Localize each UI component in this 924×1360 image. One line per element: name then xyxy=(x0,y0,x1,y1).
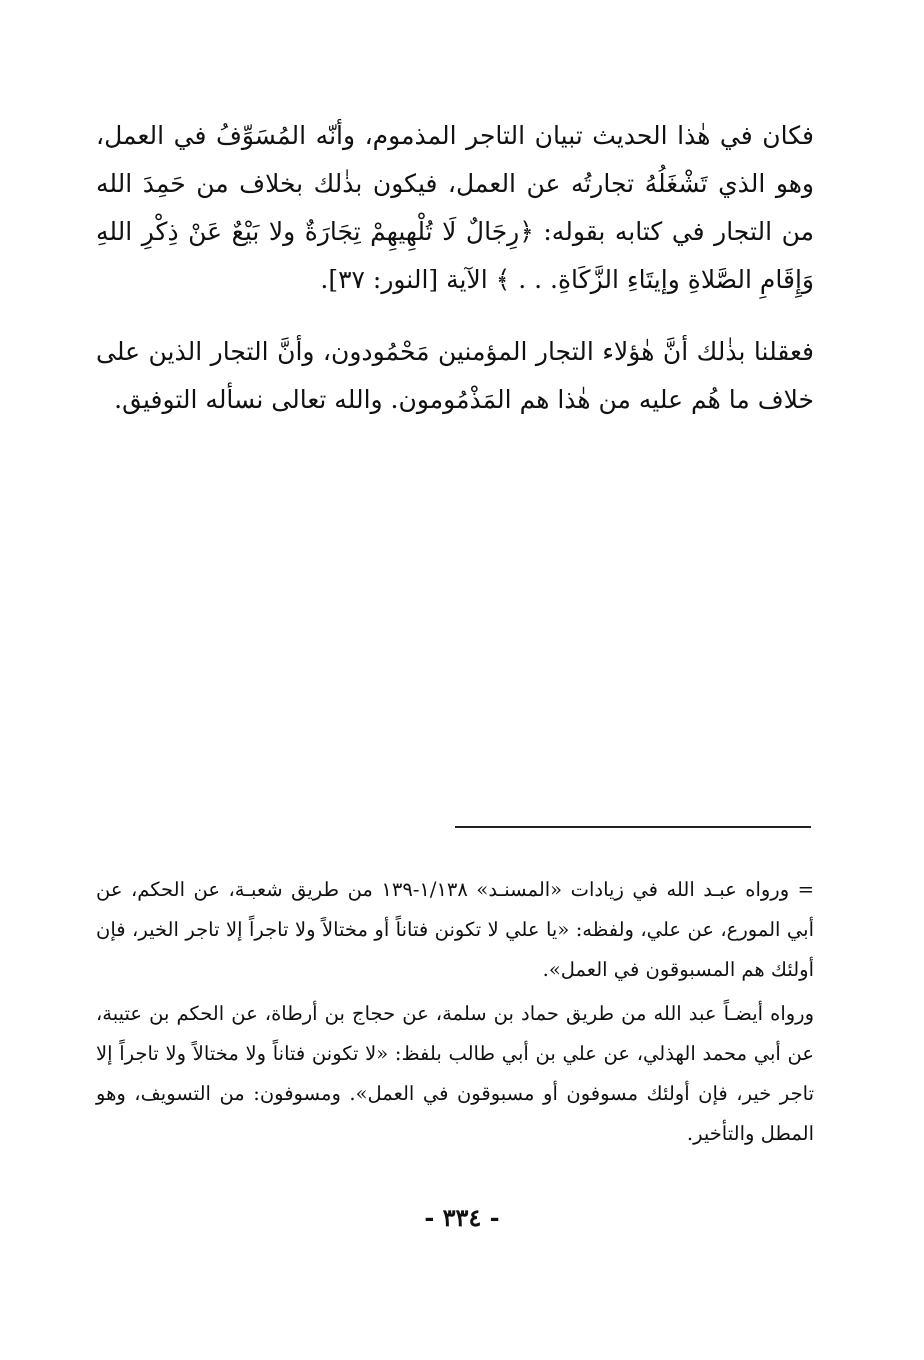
footnote-separator-line xyxy=(455,826,811,828)
page-number: - ٣٣٤ - xyxy=(424,1203,500,1232)
footnote-paragraph-1: = ورواه عبـد الله في زيادات «المسنـد» ١/١٣٨-١٣٩ من طريق شعبـة، عن الحكم، عن أبي المورع، عن علي، ولفظه: «يا علي لا تكونن فتاناً أو مختالاً ولا تاجراً إلا تاجر الخير، فإن أولئك هم المسبوقون في العمل». xyxy=(96,878,814,981)
footnote-paragraph-2: ورواه أيضـاً عبد الله من طريق حماد بن سلمة، عن حجاج بن أرطاة، عن الحكم بن عتيبة، عن أبي محمد الهذلي، عن علي بن أبي طالب بلفظ: «لا تكونن فتاناً ولا مختالاً ولا تاجراً إلا تاجر خير، فإن أولئك مسوفون أو مسبوقون في العمل». ومسوفون: من التسويف، وهو المطل والتأخير. xyxy=(96,1002,814,1145)
body-paragraph-2: فعقلنا بذٰلك أنَّ هٰؤلاء التجار المؤمنين مَحْمُودون، وأنَّ التجار الذين على خلاف ما هُم عليه من هٰذا هم المَذْمُومون. والله تعالى نسأله التوفيق. xyxy=(96,337,814,414)
body-paragraph-1: فكان في هٰذا الحديث تبيان التاجر المذموم، وأنّه المُسَوِّفُ في العمل، وهو الذي تَشْغَلُهُ تجارتُه عن العمل، فيكون بذٰلك بخلاف من حَمِدَ الله من التجار في كتابه بقوله: ﴿رِجَالٌ لَا تُلْهِيهِمْ تِجَارَةٌ ولا بَيْعٌ عَنْ ذِكْرِ اللهِ وَإِقَامِ الصَّلاةِ وإيتَاءِ الزَّكَاةِ. . . ﴾ الآية [النور: ٣٧]. xyxy=(96,121,814,294)
